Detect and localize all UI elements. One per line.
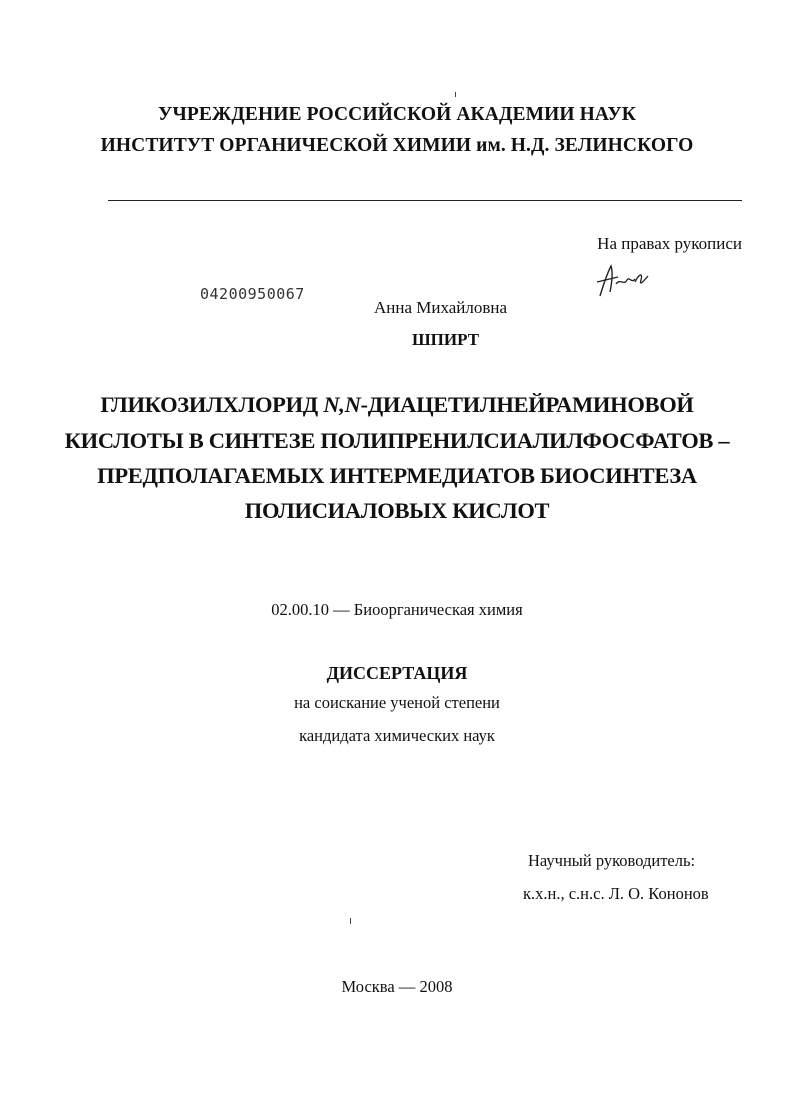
author-surname: ШПИРТ xyxy=(412,330,480,349)
scan-speck-2 xyxy=(350,918,351,924)
title-line-2: КИСЛОТЫ В СИНТЕЗЕ ПОЛИПРЕНИЛСИАЛИЛФОСФАТОВ – xyxy=(64,428,730,453)
title-line-1-italic: N,N xyxy=(323,392,361,417)
scan-speck xyxy=(455,92,456,97)
institution-line-2: ИНСТИТУТ ОРГАНИЧЕСКОЙ ХИМИИ им. Н.Д. ЗЕЛИНСКОГО xyxy=(100,135,694,156)
dissertation-line-2: кандидата химических наук xyxy=(299,726,495,745)
title-line-3: ПРЕДПОЛАГАЕМЫХ ИНТЕРМЕДИАТОВ БИОСИНТЕЗА xyxy=(97,463,697,488)
title-line-1-part-2: -ДИАЦЕТИЛНЕЙРАМИНОВОЙ xyxy=(360,392,694,417)
supervisor-name: к.х.н., с.н.с. Л. О. Кононов xyxy=(523,884,709,903)
title-line-1-part-1: ГЛИКОЗИЛХЛОРИД xyxy=(100,392,324,417)
place-year: Москва — 2008 xyxy=(341,977,453,996)
dissertation-heading: ДИССЕРТАЦИЯ xyxy=(326,663,468,683)
author-name: Анна Михайловна xyxy=(374,298,508,317)
signature-icon xyxy=(594,262,654,300)
supervisor-label: Научный руководитель: xyxy=(528,851,696,870)
header-rule xyxy=(108,200,742,201)
specialty: 02.00.10 — Биоорганическая химия xyxy=(271,600,523,619)
title-line-1 xyxy=(0,392,794,418)
inventory-number: 04200950067 xyxy=(200,285,305,303)
institution-line-1: УЧРЕЖДЕНИЕ РОССИЙСКОЙ АКАДЕМИИ НАУК xyxy=(158,104,636,125)
dissertation-line-1: на соискание ученой степени xyxy=(294,693,500,712)
title-line-4: ПОЛИСИАЛОВЫХ КИСЛОТ xyxy=(244,498,550,523)
manuscript-note: На правах рукописи xyxy=(597,234,742,253)
